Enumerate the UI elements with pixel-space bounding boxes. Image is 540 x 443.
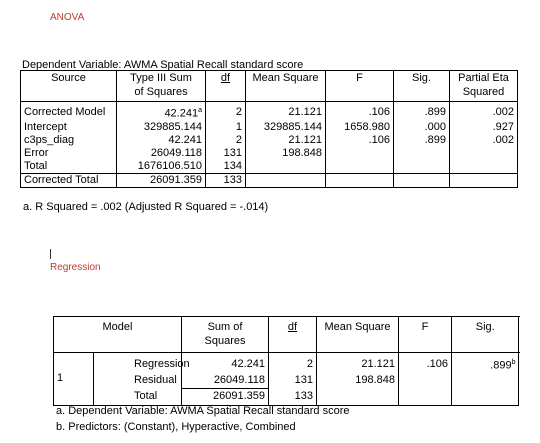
regression-heading: Regression: [50, 262, 101, 273]
header-source: Source: [21, 71, 117, 102]
header-f: F: [399, 317, 452, 353]
regression-table: [53, 316, 519, 406]
header-sum-of-squares: Type III Sum of Squares: [117, 71, 206, 102]
table-row: c3ps_diag 42.241 2 21.121 .106 .899 .002: [21, 134, 518, 147]
table-row: Intercept 329885.144 1 329885.144 1658.980 .000 .927: [21, 121, 518, 134]
table-row: Total 26091.359 133: [54, 389, 519, 406]
header-sum-of-squares: Sum of Squares: [182, 317, 269, 353]
regression-footnote-a: a. Dependent Variable: AWMA Spatial Recall standard score: [56, 405, 350, 417]
header-partial-eta-squared: Partial Eta Squared: [458, 72, 509, 98]
model-number: 1: [54, 353, 94, 406]
table-row: 1 Regression 42.241 2 21.121 .106 .899$^b$: [54, 353, 519, 373]
header-sig: Sig.: [475, 321, 495, 333]
header-sig: Sig.: [394, 71, 450, 102]
text-cursor: [50, 249, 51, 259]
table-row: Residual 26049.118 131 198.848: [54, 373, 519, 389]
header-model: Model: [54, 317, 182, 353]
table-row: Corrected Model 42.241$^a$ 2 21.121 .106 .899 .002: [21, 102, 518, 121]
table-row: Total 1676106.510 134: [21, 160, 518, 174]
header-mean-square: Mean Square: [246, 71, 326, 102]
table-row: Corrected Total 26091.359 133: [21, 173, 518, 187]
anova-footnote: a. R Squared = .002 (Adjusted R Squared = -.014): [23, 201, 269, 213]
header-f: F: [326, 71, 394, 102]
anova-table: [20, 70, 518, 188]
regression-footnote-b: b. Predictors: (Constant), Hyperactive, Combined: [56, 421, 296, 433]
table-row: Error 26049.118 131 198.848: [21, 147, 518, 160]
anova-header-row: [21, 71, 518, 102]
regression-header-row: [54, 317, 519, 353]
anova-table-title: Dependent Variable: AWMA Spatial Recall standard score: [22, 59, 304, 71]
header-mean-square: Mean Square: [317, 317, 399, 353]
anova-heading: ANOVA: [50, 12, 85, 23]
header-df: df: [206, 71, 246, 102]
header-df: df: [269, 317, 317, 353]
